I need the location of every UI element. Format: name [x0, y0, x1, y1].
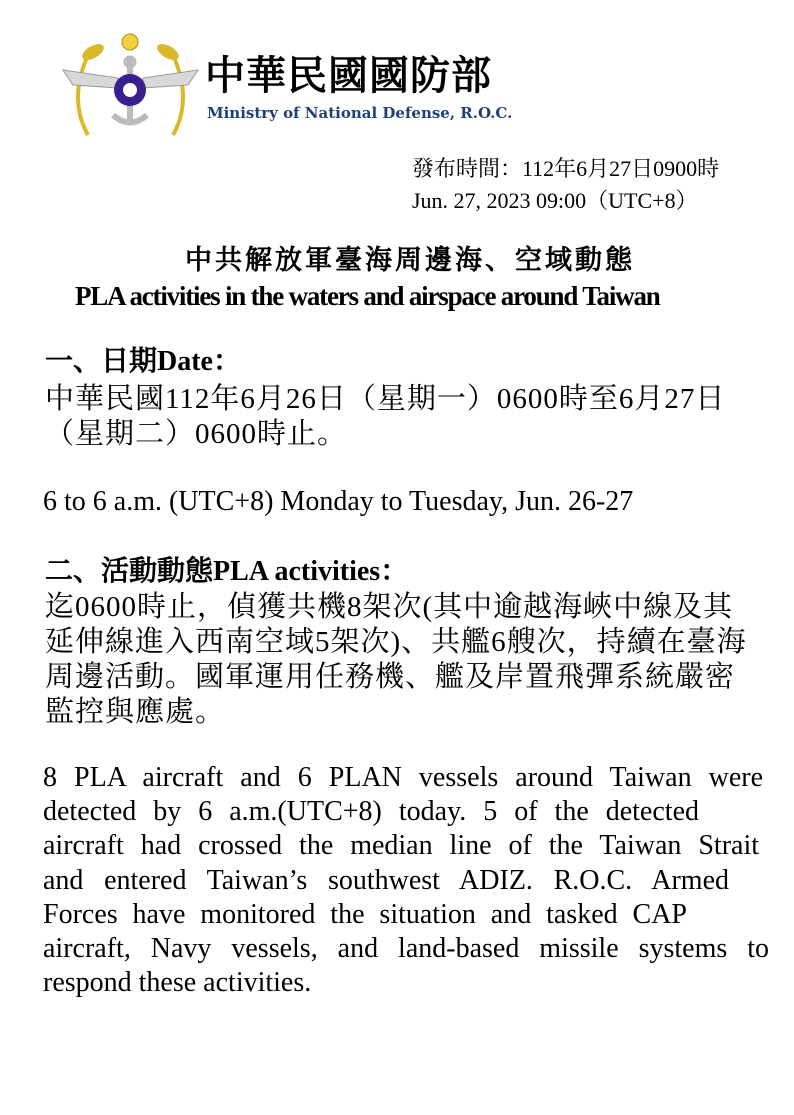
date-cn-line: （星期二）0600時止。 — [45, 418, 348, 450]
title-en: PLA activities in the waters and airspace around Taiwan — [75, 281, 660, 311]
activities-en-line: 8 PLA aircraft and 6 PLAN vessels around Taiwan were — [43, 762, 763, 793]
activities-en-line: and entered Taiwan’s southwest ADIZ. R.O.C. Armed — [43, 865, 729, 896]
release-time-cn: 發布時間：112年6月27日0900時 — [412, 156, 720, 181]
activities-cn-line: 迄0600時止，偵獲共機8架次(其中逾越海峽中線及其 — [45, 591, 734, 623]
activities-heading: 二、活動動態PLA activities： — [45, 556, 409, 587]
activities-cn-line: 延伸線進入西南空域5架次)、共艦6艘次，持續在臺海 — [45, 626, 747, 658]
org-name-en: Ministry of National Defense, R.O.C. — [207, 104, 513, 122]
title-cn: 中共解放軍臺海周邊海、空域動態 — [185, 245, 635, 275]
date-en: 6 to 6 a.m. (UTC+8) Monday to Tuesday, Jun. 26-27 — [43, 486, 634, 517]
activities-en-line: aircraft had crossed the median line of the Taiwan Strait — [43, 830, 759, 861]
activities-en-line: detected by 6 a.m.(UTC+8) today. 5 of the detected — [43, 796, 699, 827]
activities-en-line: aircraft, Navy vessels, and land-based missile systems to — [43, 933, 769, 964]
date-heading: 一、日期Date： — [45, 346, 241, 377]
activities-en-line: respond these activities. — [43, 967, 312, 998]
date-cn-line: 中華民國112年6月26日（星期一）0600時至6月27日 — [45, 383, 726, 415]
release-time-en: Jun. 27, 2023 09:00（UTC+8） — [412, 188, 698, 213]
activities-cn-line: 監控與應處。 — [45, 696, 226, 728]
activities-en-line: Forces have monitored the situation and tasked CAP — [43, 899, 687, 930]
mnd-emblem-logo — [58, 30, 203, 142]
activities-cn-line: 周邊活動。國軍運用任務機、艦及岸置飛彈系統嚴密 — [45, 661, 736, 693]
org-name-cn: 中華民國國防部 — [205, 52, 492, 99]
